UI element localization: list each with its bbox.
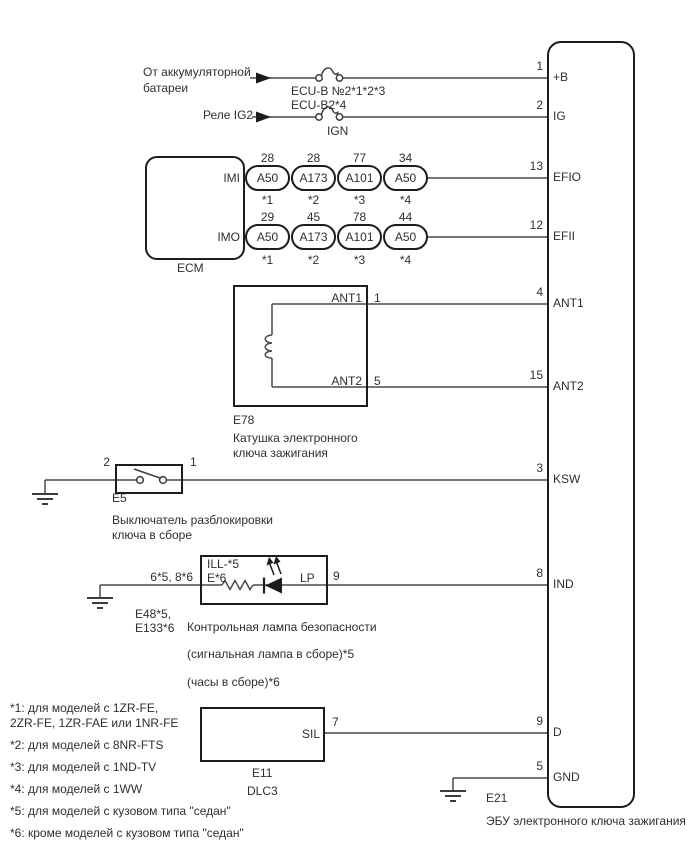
connector-name: A50 [394, 230, 417, 244]
dlc3-name: DLC3 [247, 784, 278, 798]
lamp-desc-line3: (часы в сборе)*6 [187, 675, 280, 689]
connector-name: A50 [256, 230, 279, 244]
connector-pin-number: 44 [398, 210, 413, 224]
battery-label-line2: батареи [143, 81, 189, 95]
connector-note: *2 [307, 253, 320, 267]
connector-pill [337, 224, 382, 250]
fuse-terminal [336, 114, 342, 120]
ecu-pin-name: EFIO [553, 170, 582, 184]
connector-note: *2 [307, 193, 320, 207]
connector-pin-number: 77 [352, 151, 367, 165]
ecu-pin-name: +B [553, 70, 569, 84]
footnote-1-line2: 2ZR-FE, 1ZR-FAE или 1NR-FE [10, 716, 179, 730]
ecu-pin-number: 1 [536, 59, 543, 73]
fuse-icon-ecub [322, 68, 339, 76]
ecm-label: ECM [177, 261, 204, 275]
connector-pill [291, 165, 336, 191]
connector-note: *3 [353, 253, 366, 267]
footnote-3: *3: для моделей с 1ND-TV [10, 760, 157, 774]
connector-note: *4 [399, 253, 412, 267]
connector-name: A173 [299, 230, 328, 244]
connector-name: A173 [299, 171, 328, 185]
ecu-pin-number: 2 [536, 98, 543, 112]
ecu-pin-number: 15 [529, 368, 543, 382]
arrow-icon-battery [256, 73, 271, 84]
connector-name: A50 [256, 171, 279, 185]
e78-desc-line1: Катушка электронного [233, 431, 358, 445]
ecu-pin-number: 9 [536, 714, 543, 728]
lamp-code-line2: E133*6 [135, 621, 175, 635]
ecu-pin-name: IG [553, 109, 566, 123]
e78-code: E78 [233, 413, 255, 427]
connector-name: A101 [345, 171, 374, 185]
fuse-terminal [316, 114, 322, 120]
fuse-ecub-label-line2: ECU-B2*4 [291, 98, 347, 112]
e78-terminal-ant1: ANT1 [331, 291, 362, 305]
battery-label-line1: От аккумуляторной [143, 65, 251, 79]
ecu-pin-number: 3 [536, 461, 543, 475]
footnote-1-line1: *1: для моделей с 1ZR-FE, [10, 701, 159, 715]
lamp-desc-line2: (сигнальная лампа в сборе)*5 [187, 647, 355, 661]
lamp-desc-line1: Контрольная лампа безопасности [187, 620, 377, 634]
e5-pin-1: 1 [190, 455, 197, 469]
e5-code: E5 [112, 491, 127, 505]
e78-pin-1: 1 [374, 291, 381, 305]
connector-pin-number: 29 [260, 210, 275, 224]
lamp-code-line1: E48*5, [135, 607, 172, 621]
arrow-icon-relay [256, 112, 271, 123]
dlc3-code: E11 [252, 766, 273, 780]
ecu-pin-name: KSW [553, 472, 581, 486]
connector-note: *1 [261, 253, 274, 267]
connector-pin-number: 45 [306, 210, 321, 224]
e5-box [115, 464, 183, 494]
lamp-pin-left: 6*5, 8*6 [150, 570, 193, 584]
connector-note: *4 [399, 193, 412, 207]
connector-pin-number: 28 [306, 151, 321, 165]
connector-pin-number: 28 [260, 151, 275, 165]
connector-pin-number: 78 [352, 210, 367, 224]
ecu-pin-name: IND [553, 577, 574, 591]
ecu-pin-number: 8 [536, 566, 543, 580]
fuse-terminal [316, 75, 322, 81]
lamp-inner-label2: E*6 [207, 571, 227, 585]
ecu-box [547, 41, 635, 808]
footnote-5: *5: для моделей с кузовом типа "седан" [10, 804, 231, 818]
e78-pin-5: 5 [374, 374, 381, 388]
connector-name: A50 [394, 171, 417, 185]
e5-pin-2: 2 [103, 455, 110, 469]
ecu-label: ЭБУ электронного ключа зажигания [486, 814, 686, 828]
lamp-terminal-lp: LP [300, 571, 315, 585]
ecu-pin-number: 12 [529, 218, 543, 232]
connector-note: *1 [261, 193, 274, 207]
connector-pill [245, 165, 290, 191]
e78-desc-line2: ключа зажигания [233, 446, 328, 460]
connector-pill [337, 165, 382, 191]
ecu-pin-number: 13 [529, 159, 543, 173]
ecu-pin-name: ANT2 [553, 379, 584, 393]
connector-pill [245, 224, 290, 250]
e21-code: E21 [486, 791, 508, 805]
fuse-terminal [336, 75, 342, 81]
ground-icon-lamp [87, 598, 113, 608]
connector-name: A101 [345, 230, 374, 244]
connector-note: *3 [353, 193, 366, 207]
wire-gnd [453, 778, 548, 791]
footnote-4: *4: для моделей с 1WW [10, 782, 143, 796]
footnote-2: *2: для моделей с 8NR-FTS [10, 738, 164, 752]
fuse-ecub-label-line1: ECU-B №2*1*2*3 [291, 84, 386, 98]
e5-desc-line2: ключа в сборе [112, 528, 192, 542]
e78-terminal-ant2: ANT2 [331, 374, 362, 388]
ecu-pin-number: 5 [536, 759, 543, 773]
ecu-pin-name: ANT1 [553, 296, 584, 310]
connector-pin-number: 34 [398, 151, 413, 165]
connector-pill [291, 224, 336, 250]
ecu-pin-name: GND [553, 770, 580, 784]
ecu-pin-name: EFII [553, 229, 576, 243]
dlc3-terminal-sil: SIL [301, 727, 320, 741]
ecm-pin-imi: IMI [223, 171, 240, 185]
lamp-pin-9: 9 [333, 569, 340, 583]
lamp-inner-label1: ILL-*5 [207, 557, 240, 571]
ground-icon-e21 [440, 791, 466, 801]
ecm-pin-imo: IMO [217, 230, 240, 244]
ground-icon-e5 [32, 494, 58, 504]
dlc3-pin-7: 7 [332, 715, 339, 729]
ecu-pin-number: 4 [536, 285, 543, 299]
footnote-6: *6: кроме моделей с кузовом типа "седан" [10, 826, 244, 840]
connector-pill [383, 165, 428, 191]
ecu-pin-name: D [553, 725, 562, 739]
connector-pill [383, 224, 428, 250]
e5-desc-line1: Выключатель разблокировки [112, 513, 273, 527]
fuse-ign-label: IGN [327, 124, 349, 138]
relay-label: Реле IG2 [203, 108, 254, 122]
